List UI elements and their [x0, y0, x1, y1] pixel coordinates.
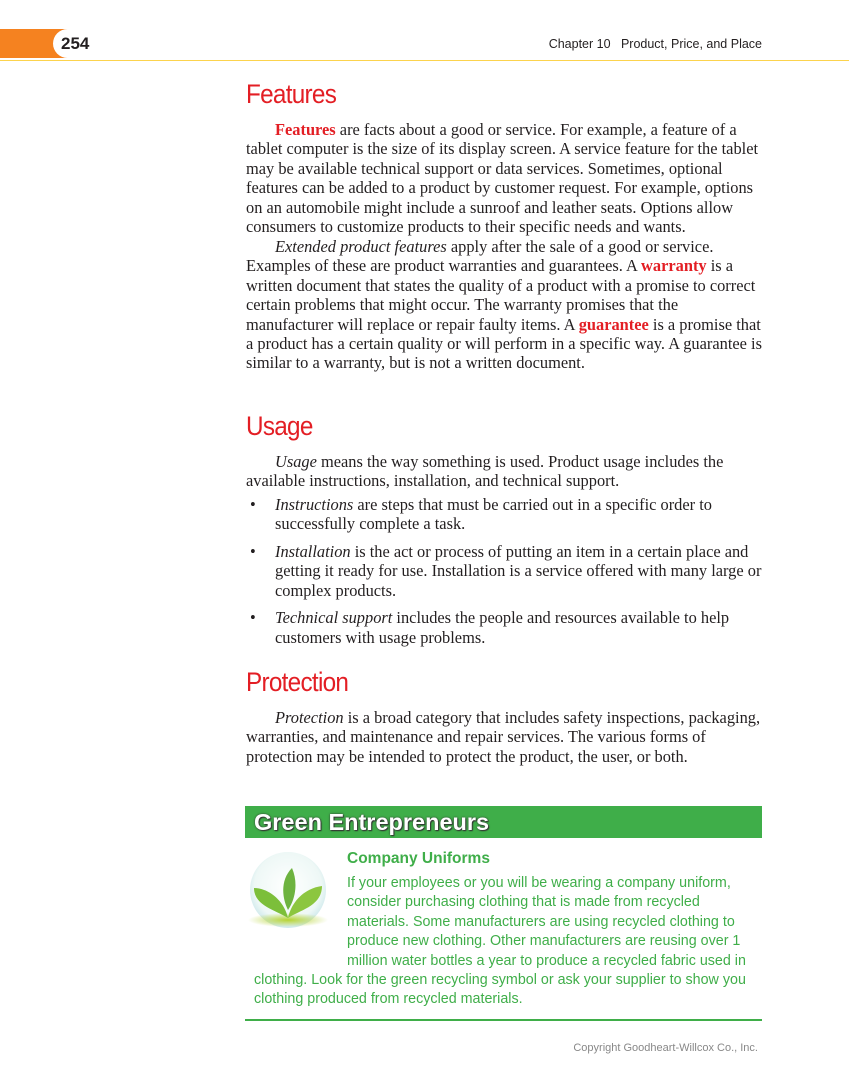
text: is the act or process of putting an item in a certain place and getting it ready for use. Installation is a service offered with many large or complex products.	[275, 541, 762, 600]
sidebar-text: If your employees or you will be wearing a company uniform, consider purchasing clothing that is made from recycled materials. Some manufacturers are using recycled clothing to produce new clothing. Other manufacturers are reusing over 1 million water bottles a year to produce a recycled fabric used in clothing. Look for the green recycling symbol or ask your supplier to show you clothing produced from recycled materials.	[254, 875, 746, 1008]
features-section	[246, 79, 762, 373]
text: is a broad category that includes safety inspections, packaging, warranties, and maintenance and repair services. The various forms of protection may be intended to protect the product, the user, or both.	[246, 708, 761, 766]
text: means the way something is used. Product usage includes the available instructions, installation, and technical support.	[246, 452, 724, 491]
sidebar-title: Green Entrepreneurs	[254, 809, 490, 835]
term-protection: Protection	[275, 708, 344, 727]
text: are steps that must be carried out in a specific order to successfully complete a task.	[275, 494, 712, 534]
page-number: 254	[53, 29, 101, 58]
term-warranty: warranty	[641, 256, 707, 276]
text: apply after the sale of a good or service. Examples of these are product warranties and guarantees. A	[246, 236, 714, 276]
copyright: Copyright Goodheart-Willcox Co., Inc.	[573, 1042, 758, 1054]
term-features: Features	[275, 120, 336, 139]
usage-section	[246, 411, 762, 655]
protection-heading: Protection	[246, 667, 349, 697]
term-extended: Extended product features	[275, 236, 447, 256]
sidebar-title-bar	[245, 806, 762, 838]
text: are facts about a good or service. For example, a feature of a tablet computer is the size of its display screen. A service feature for the tablet may be available technical support or data services. Sometimes, optional features can be added to a product by customer request. For example, options on an automobile might include a sunroof and leather seats. Options allow consumers to customize products to their specific needs and wants.	[246, 120, 759, 237]
sidebar-subtitle: Company Uniforms	[347, 850, 490, 867]
term: Instructions	[275, 494, 354, 514]
list-item	[246, 495, 762, 534]
usage-heading: Usage	[246, 411, 313, 441]
term-guarantee: guarantee	[578, 314, 649, 334]
text: is a written document that states the quality of a product with a promise to correct certain problems that might occur. The warranty promises that the manufacturer will replace or repair faulty items. A	[246, 256, 756, 334]
usage-paragraph	[246, 452, 762, 491]
protection-paragraph	[246, 708, 762, 766]
usage-list	[246, 495, 762, 647]
features-paragraph	[246, 120, 762, 237]
text: includes the people and resources available to help customers with usage problems.	[275, 608, 730, 647]
term: Technical support	[275, 608, 393, 628]
list-item	[246, 542, 762, 600]
text: is a promise that a product has a certain quality or will perform in a specific way. A guarantee is similar to a warranty, but is not a written document.	[246, 314, 762, 373]
header-rule	[0, 60, 849, 61]
term-usage: Usage	[275, 452, 317, 471]
sidebar-bottom-rule	[245, 1019, 762, 1021]
list-item	[246, 608, 762, 647]
extended-features-paragraph	[246, 237, 762, 373]
term: Installation	[275, 541, 351, 561]
features-heading: Features	[246, 79, 337, 109]
running-header: Chapter 10 Product, Price, and Place	[548, 37, 762, 51]
sidebar-body	[254, 874, 754, 1010]
protection-section	[246, 667, 762, 766]
